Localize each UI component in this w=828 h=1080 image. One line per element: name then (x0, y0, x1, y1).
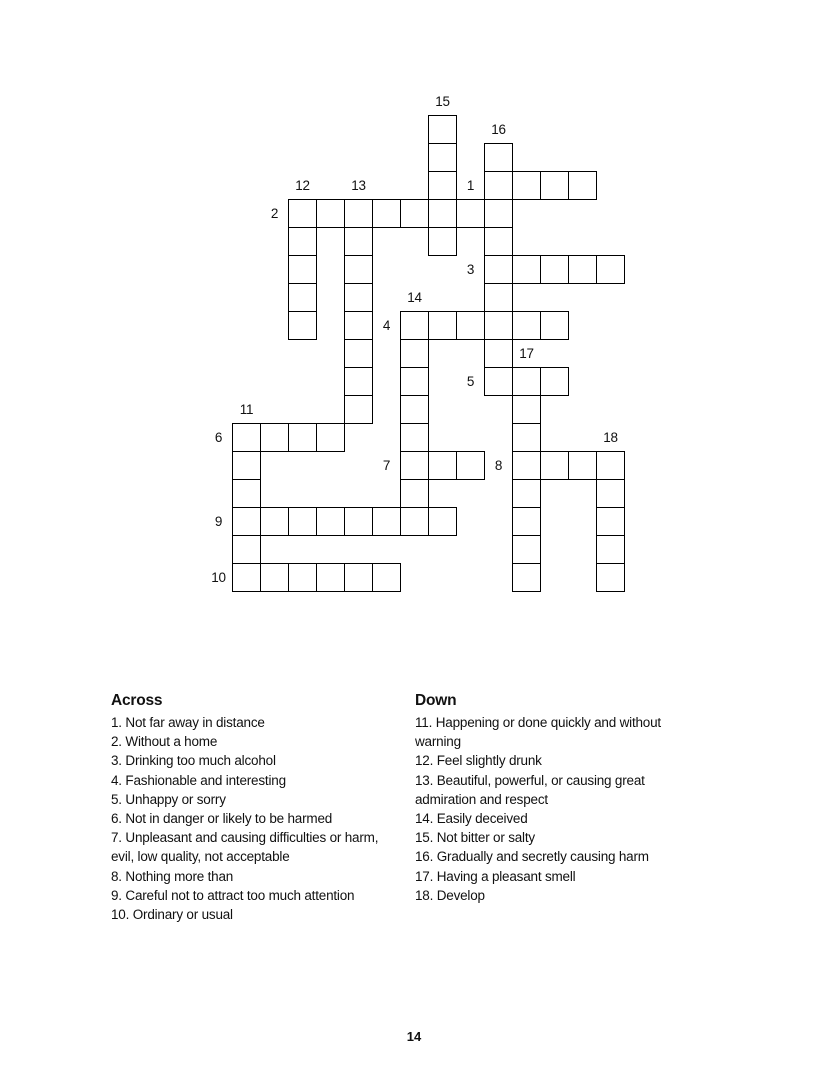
down-heading: Down (415, 692, 457, 709)
grid-cell[interactable] (288, 227, 317, 256)
clue-item: 16. Gradually and secretly causing harm (415, 849, 649, 865)
grid-cell[interactable] (288, 507, 317, 536)
clue-item: 11. Happening or done quickly and without warning (415, 715, 661, 750)
grid-cell[interactable] (400, 507, 429, 536)
clue-item: 13. Beautiful, powerful, or causing great admiration and respect (415, 772, 645, 807)
grid-cell[interactable] (512, 451, 541, 480)
grid-cell[interactable] (288, 255, 317, 284)
grid-cell[interactable] (260, 423, 289, 452)
clue-item: 14. Easily deceived (415, 811, 528, 827)
grid-cell[interactable] (596, 507, 625, 536)
clue-item: 7. Unpleasant and causing difficulties or harm, evil, low quality, not acceptable (111, 830, 379, 865)
grid-cell[interactable] (232, 423, 261, 452)
clue-item: 9. Careful not to attract too much attention (111, 887, 355, 903)
grid-cell[interactable] (596, 451, 625, 480)
grid-cell[interactable] (316, 563, 345, 592)
grid-cell[interactable] (540, 311, 569, 340)
grid-cell[interactable] (512, 423, 541, 452)
grid-cell[interactable] (400, 479, 429, 508)
grid-cell[interactable] (512, 171, 541, 200)
grid-cell[interactable] (512, 367, 541, 396)
grid-cell[interactable] (512, 479, 541, 508)
grid-cell[interactable] (344, 367, 373, 396)
grid-cell[interactable] (316, 507, 345, 536)
grid-cell[interactable] (344, 227, 373, 256)
grid-cell[interactable] (428, 115, 457, 144)
clue-item: 17. Having a pleasant smell (415, 868, 576, 884)
grid-cell[interactable] (512, 507, 541, 536)
grid-cell[interactable] (400, 423, 429, 452)
grid-cell[interactable] (456, 451, 485, 480)
clue-number-label-across: 3 (466, 262, 475, 277)
grid-cell[interactable] (484, 171, 513, 200)
grid-cell[interactable] (400, 395, 429, 424)
clue-number-label-down: 15 (435, 94, 450, 109)
grid-cell[interactable] (512, 563, 541, 592)
down-clues-section (415, 691, 679, 905)
grid-cell[interactable] (288, 423, 317, 452)
grid-cell[interactable] (456, 199, 485, 228)
grid-cell[interactable] (540, 367, 569, 396)
clue-number-label-down: 14 (407, 290, 422, 305)
grid-cell[interactable] (596, 479, 625, 508)
grid-cell[interactable] (428, 171, 457, 200)
clue-number-label-across: 8 (494, 458, 503, 473)
grid-cell[interactable] (512, 311, 541, 340)
grid-cell[interactable] (344, 563, 373, 592)
clue-number-label-across: 5 (466, 374, 475, 389)
across-clues-section (111, 691, 401, 924)
grid-cell[interactable] (596, 563, 625, 592)
grid-cell[interactable] (232, 507, 261, 536)
grid-cell[interactable] (540, 451, 569, 480)
grid-cell[interactable] (484, 227, 513, 256)
grid-cell[interactable] (540, 171, 569, 200)
grid-cell[interactable] (428, 507, 457, 536)
grid-cell[interactable] (400, 339, 429, 368)
grid-cell[interactable] (260, 507, 289, 536)
grid-cell[interactable] (428, 311, 457, 340)
grid-cell[interactable] (484, 367, 513, 396)
grid-cell[interactable] (400, 311, 429, 340)
grid-cell[interactable] (344, 283, 373, 312)
grid-cell[interactable] (428, 227, 457, 256)
grid-cell[interactable] (400, 367, 429, 396)
grid-cell[interactable] (456, 311, 485, 340)
clue-number-label-down: 12 (295, 178, 310, 193)
grid-cell[interactable] (596, 535, 625, 564)
clue-number-label-across: 10 (211, 570, 226, 585)
clue-number-label-down: 16 (491, 122, 506, 137)
clue-number-label-down: 11 (239, 402, 254, 417)
clue-number-label-across: 9 (214, 514, 223, 529)
grid-cell[interactable] (512, 535, 541, 564)
grid-cell[interactable] (344, 199, 373, 228)
clue-item: 12. Feel slightly drunk (415, 753, 542, 769)
grid-cell[interactable] (596, 255, 625, 284)
grid-cell[interactable] (484, 199, 513, 228)
grid-cell[interactable] (344, 395, 373, 424)
grid-cell[interactable] (372, 507, 401, 536)
grid-cell[interactable] (344, 311, 373, 340)
clue-item: 8. Nothing more than (111, 868, 234, 884)
grid-cell[interactable] (428, 143, 457, 172)
grid-cell[interactable] (232, 535, 261, 564)
across-clues-list (111, 713, 401, 924)
clue-item: 2. Without a home (111, 734, 218, 750)
grid-cell[interactable] (484, 339, 513, 368)
clue-item: 1. Not far away in distance (111, 715, 265, 730)
grid-cell[interactable] (512, 255, 541, 284)
grid-cell[interactable] (344, 339, 373, 368)
grid-cell[interactable] (568, 171, 597, 200)
grid-cell[interactable] (344, 507, 373, 536)
across-heading: Across (111, 692, 163, 709)
grid-cell[interactable] (372, 199, 401, 228)
grid-cell[interactable] (288, 563, 317, 592)
grid-cell[interactable] (484, 311, 513, 340)
grid-cell[interactable] (568, 255, 597, 284)
clue-number-label-across: 2 (270, 206, 279, 221)
clue-item: 10. Ordinary or usual (111, 907, 233, 923)
clue-item: 3. Drinking too much alcohol (111, 753, 276, 769)
grid-cell[interactable] (484, 255, 513, 284)
clue-number-label-across: 7 (382, 458, 391, 473)
grid-cell[interactable] (232, 451, 261, 480)
grid-cell[interactable] (316, 199, 345, 228)
grid-cell[interactable] (568, 451, 597, 480)
clue-item: 4. Fashionable and interesting (111, 772, 286, 788)
grid-cell[interactable] (288, 283, 317, 312)
clue-item: 5. Unhappy or sorry (111, 791, 226, 807)
down-clues-list (415, 713, 679, 905)
clue-number-label-down: 17 (519, 346, 534, 361)
grid-cell[interactable] (232, 479, 261, 508)
grid-cell[interactable] (344, 255, 373, 284)
clue-number-label-down: 18 (603, 430, 618, 445)
clue-number-label-down: 13 (351, 178, 366, 193)
clue-number-label-across: 4 (382, 318, 391, 333)
clue-item: 15. Not bitter or salty (415, 830, 535, 846)
clue-number-label-across: 6 (214, 430, 223, 445)
grid-cell[interactable] (288, 199, 317, 228)
page-number: 14 (406, 1029, 422, 1044)
clue-number-label-across: 1 (466, 178, 475, 193)
grid-cell[interactable] (288, 311, 317, 340)
grid-cell[interactable] (400, 199, 429, 228)
clue-item: 18. Develop (415, 887, 485, 903)
grid-cell[interactable] (428, 199, 457, 228)
grid-cell[interactable] (316, 423, 345, 452)
grid-cell[interactable] (260, 563, 289, 592)
grid-cell[interactable] (428, 451, 457, 480)
grid-cell[interactable] (484, 283, 513, 312)
grid-cell[interactable] (512, 395, 541, 424)
grid-cell[interactable] (232, 563, 261, 592)
clue-item: 6. Not in danger or likely to be harmed (111, 811, 333, 827)
grid-cell[interactable] (540, 255, 569, 284)
grid-cell[interactable] (484, 143, 513, 172)
grid-cell[interactable] (372, 563, 401, 592)
grid-cell[interactable] (400, 451, 429, 480)
